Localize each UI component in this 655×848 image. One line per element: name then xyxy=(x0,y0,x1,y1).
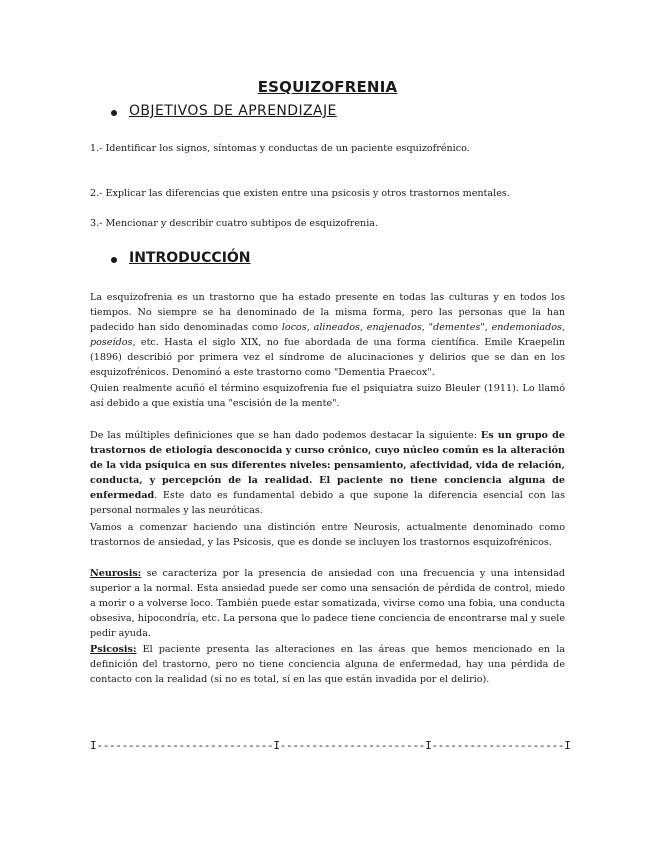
objective-1: 1.- Identificar los signos, síntomas y conductas de un paciente esquizofrénico. xyxy=(90,143,470,154)
psicosis-paragraph xyxy=(90,642,565,687)
intro-p2-text-b: . Este dato es fundamental debido a que supone la diferencia esencial con las personal normales y las neuróticas. xyxy=(90,490,565,517)
intro-heading-text: INTRODUCCIÓN xyxy=(129,250,251,266)
intro-p1-italic: locos, alineados, enajenados, "dementes", endemoniados, poseídos, xyxy=(90,322,565,349)
intro-paragraph-1 xyxy=(90,290,565,411)
intro-p2-definition: Es un grupo de trastornos de etiología desconocida y curso crónico, cuyo núcleo común es la alteración de la vida psíquica en sus diferentes niveles: pensamiento, afectividad, vida de relación, conducta, y percepción de la realidad. El paciente no tiene conciencia alguna de enfermedad xyxy=(90,430,565,502)
neurosis-paragraph xyxy=(90,566,565,641)
intro-p1-text-b: etc. Hasta el siglo XIX, no fue abordada de una forma científica. Emile Kraepelin (1896) describió por primera vez el síndrome de alucinaciones y delirios que se dan en los esquizofrénicos. Denominó a este trastorno como "Dementia Praecox". xyxy=(90,337,565,379)
intro-p1-text-a: La esquizofrenia es un trastorno que ha estado presente en todas las culturas y en todos los tiempos. No siempre se ha denominado de la misma forma, pero las personas que la han padecido han sido denominadas como xyxy=(90,292,565,334)
objective-2: 2.- Explicar las diferencias que existen entre una psicosis y otros trastornos mentales. xyxy=(90,188,510,199)
objectives-heading xyxy=(111,103,337,119)
neurosis-text: se caracteriza por la presencia de ansiedad con una frecuencia y una intensidad superior a la normal. Esta ansiedad puede ser como una sensación de pérdida de control, miedo a morir o a volverse loco. También puede estar somatizada, vivirse como una fobia, una conducta obsesiva, hipocondría, etc. La persona que lo padece tiene conciencia de encontrarse mal y suele pedir ayuda. xyxy=(90,568,565,640)
intro-p1-text-c: Quien realmente acuñó el término esquizofrenia fue el psiquiatra suizo Bleuler (1911). Lo llamó así debido a que existía una "escisión de la mente". xyxy=(90,382,565,409)
objectives-heading-text: OBJETIVOS DE APRENDIZAJE xyxy=(129,103,337,119)
objective-3: 3.- Mencionar y describir cuatro subtipos de esquizofrenia. xyxy=(90,218,379,229)
document-title: ESQUIZOFRENIA xyxy=(257,78,398,96)
timeline-divider: I----------------------------I-----------------------I---------------------I xyxy=(90,739,571,752)
psicosis-text: El paciente presenta las alteraciones en las áreas que hemos mencionado en la definición del trastorno, pero no tiene conciencia alguna de enfermedad, hay una pérdida de contacto con la realidad (si no es total, sí en las que están invadida por el delirio). xyxy=(90,644,565,686)
intro-heading xyxy=(111,250,251,266)
intro-paragraph-3: Vamos a comenzar haciendo una distinción entre Neurosis, actualmente denominado como trastornos de ansiedad, y las Psicosis, que es donde se incluyen los trastornos esquizofrénicos. xyxy=(90,522,565,549)
bullet-icon xyxy=(111,110,117,116)
intro-p2-text-a: De las múltiples definiciones que se han dado podemos destacar la siguiente: xyxy=(90,430,481,441)
intro-paragraph-2 xyxy=(90,428,565,519)
psicosis-term: Psicosis: xyxy=(90,644,137,655)
bullet-icon xyxy=(111,257,117,263)
neurosis-term: Neurosis: xyxy=(90,568,142,579)
